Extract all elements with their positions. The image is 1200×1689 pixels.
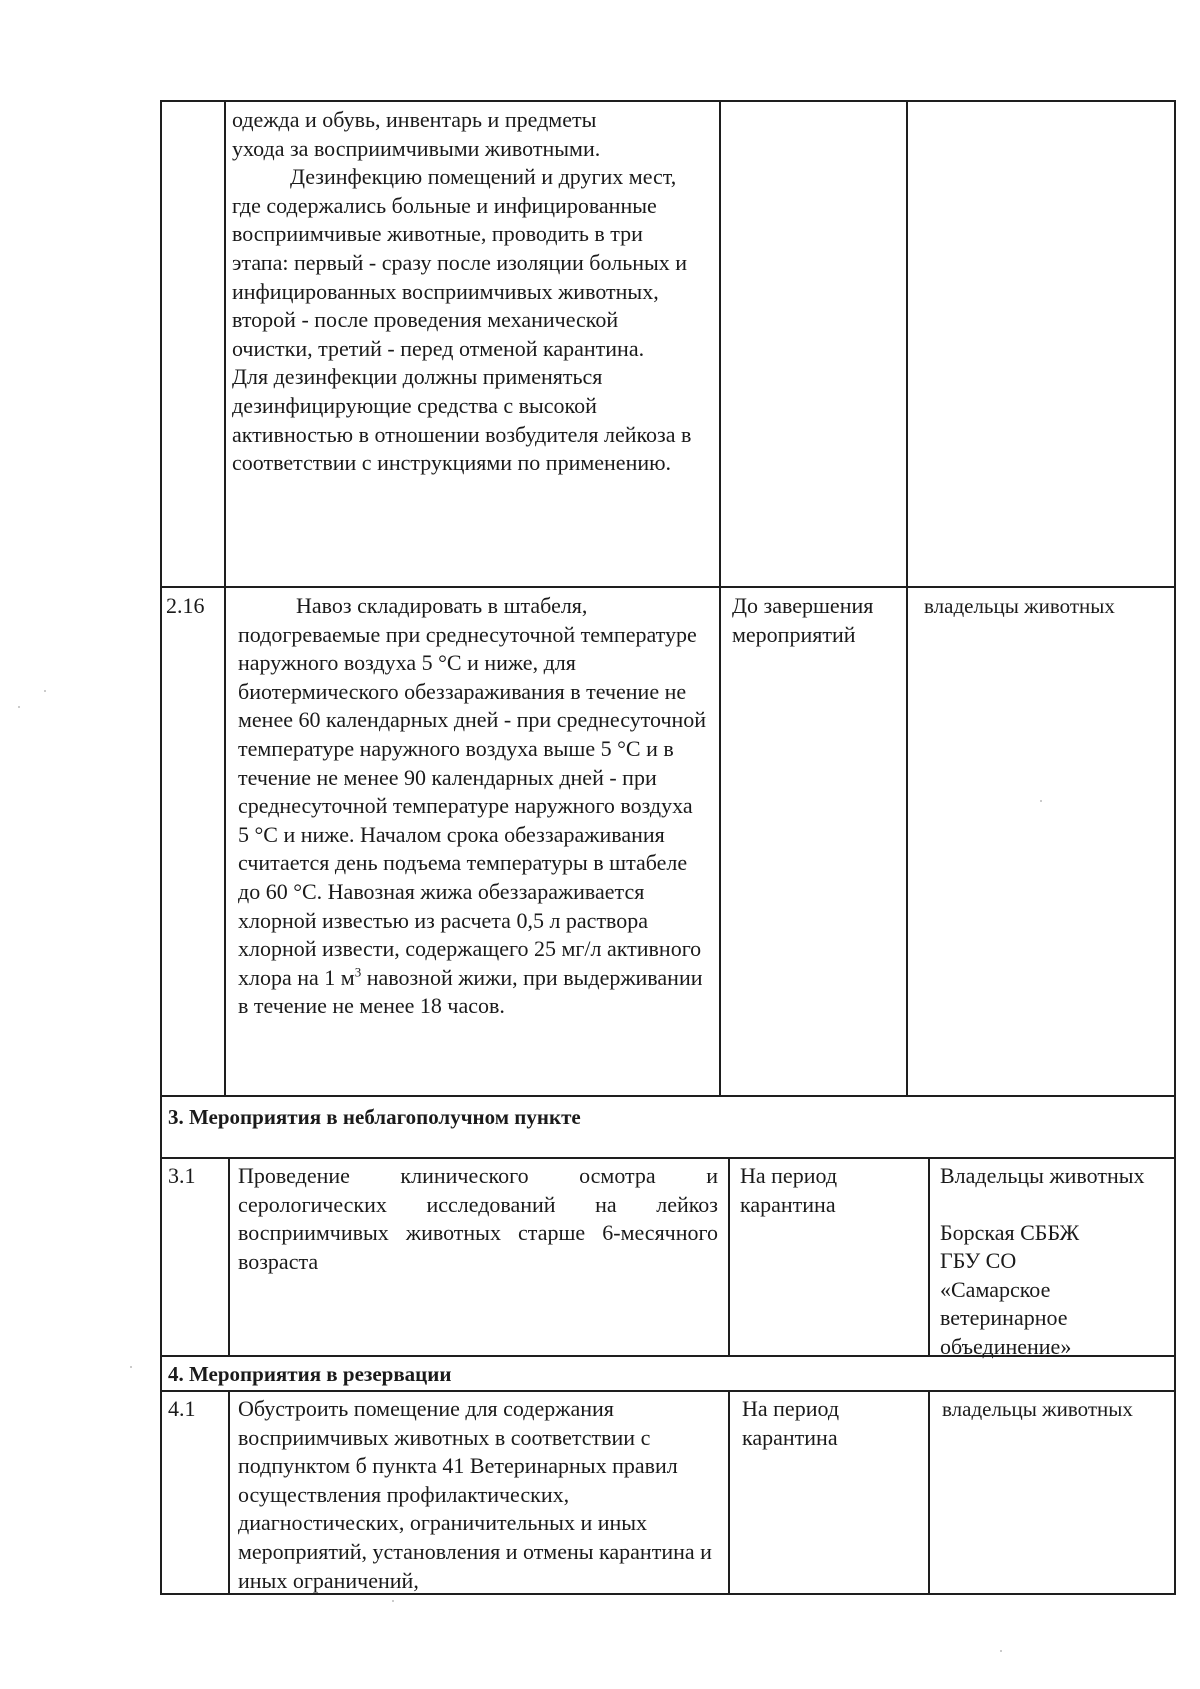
premises-measure-text: Обустроить помещение для содержания восприимчивых животных в соответствии с подпунктом б пункта 41 Ветеринарных правил осуществления профилактических, диагностических, ограничительных и иных мероприятий, установления и отмены карантина и иных ограничений, — [238, 1396, 712, 1593]
manure-text-end: навозной жижи, при выдерживании в течение не менее 18 часов. — [238, 964, 703, 1019]
continuation-measure-text — [232, 106, 700, 478]
responsible-cell: владельцы животных — [942, 1397, 1133, 1421]
col-divider — [928, 1157, 930, 1357]
responsible-vet-station: Борская СББЖ ГБУ СО «Самарское ветеринарное объединение» — [940, 1219, 1080, 1359]
row-number: 4.1 — [168, 1396, 196, 1421]
manure-measure-text — [238, 592, 708, 1021]
row-divider — [160, 1390, 1176, 1392]
manure-text: Навоз складировать в штабеля, подогреваемые при среднесуточной температуре наружного воздуха 5 °C и ниже, для биотермического обеззараживания в течение не менее 60 календарных дней - при среднесуточной температуре наружного воздуха выше 5 °C и в течение не менее 90 календарных дней - при среднесуточной температуре наружного воздуха 5 °C и ниже. Началом срока обеззараживания считается день подъема температуры в штабеле до 60 °C. Навозная жижа обеззараживается хлорной известью из расчета 0,5 л раствора хлорной извести, содержащего 25 мг/л активного хлора на 1 м — [238, 593, 707, 990]
inspection-measure-text: Проведение клинического осмотра и серологических исследований на лейкоз восприимчивых животных старше 6-месячного возраста — [238, 1163, 718, 1274]
col-divider — [719, 100, 721, 1096]
scan-speck — [392, 1600, 394, 1602]
scan-speck — [44, 690, 46, 692]
col-divider — [728, 1157, 730, 1357]
text-line: одежда и обувь, инвентарь и предметы — [232, 107, 597, 132]
responsible-cell — [940, 1162, 1172, 1362]
row-divider — [160, 1157, 1176, 1159]
col-divider — [224, 100, 226, 1096]
col-divider — [228, 1390, 230, 1595]
row-divider — [160, 586, 1176, 588]
responsible-cell: владельцы животных — [924, 594, 1115, 618]
section-heading: 3. Мероприятия в неблагополучном пункте — [168, 1105, 581, 1129]
text-line: ухода за восприимчивыми животными. — [232, 135, 601, 161]
term-cell: До завершения мероприятий — [732, 593, 874, 647]
row-number: 3.1 — [168, 1163, 196, 1188]
term-cell: На период карантина — [740, 1163, 838, 1217]
row-divider — [160, 1095, 1176, 1097]
scan-speck — [1000, 1650, 1002, 1652]
responsible-owners: Владельцы животных — [940, 1163, 1145, 1188]
col-divider — [906, 100, 908, 1096]
term-cell: На период карантина — [742, 1396, 840, 1450]
col-divider — [928, 1390, 930, 1595]
col-divider — [728, 1390, 730, 1595]
disinfection-paragraph: Дезинфекцию помещений и других мест, где содержались больные и инфицированные восприимчивые животные, проводить в три этапа: первый - сразу после изоляции больных и инфицированных восприимчивых животных, второй - после проведения механической очистки, третий - перед отменой карантина. — [232, 164, 688, 361]
scan-speck — [1040, 800, 1042, 802]
disinfectant-paragraph: Для дезинфекции должны применяться дезинфицирующие средства с высокой активностью в отношении возбудителя лейкоза в соответствии с инструкциями по применению. — [232, 364, 692, 476]
scan-speck — [18, 706, 20, 708]
cubic-superscript: 3 — [354, 964, 362, 980]
section-heading: 4. Мероприятия в резервации — [168, 1362, 452, 1386]
scan-speck — [130, 1366, 132, 1368]
row-number: 2.16 — [166, 593, 205, 618]
col-divider — [228, 1157, 230, 1357]
